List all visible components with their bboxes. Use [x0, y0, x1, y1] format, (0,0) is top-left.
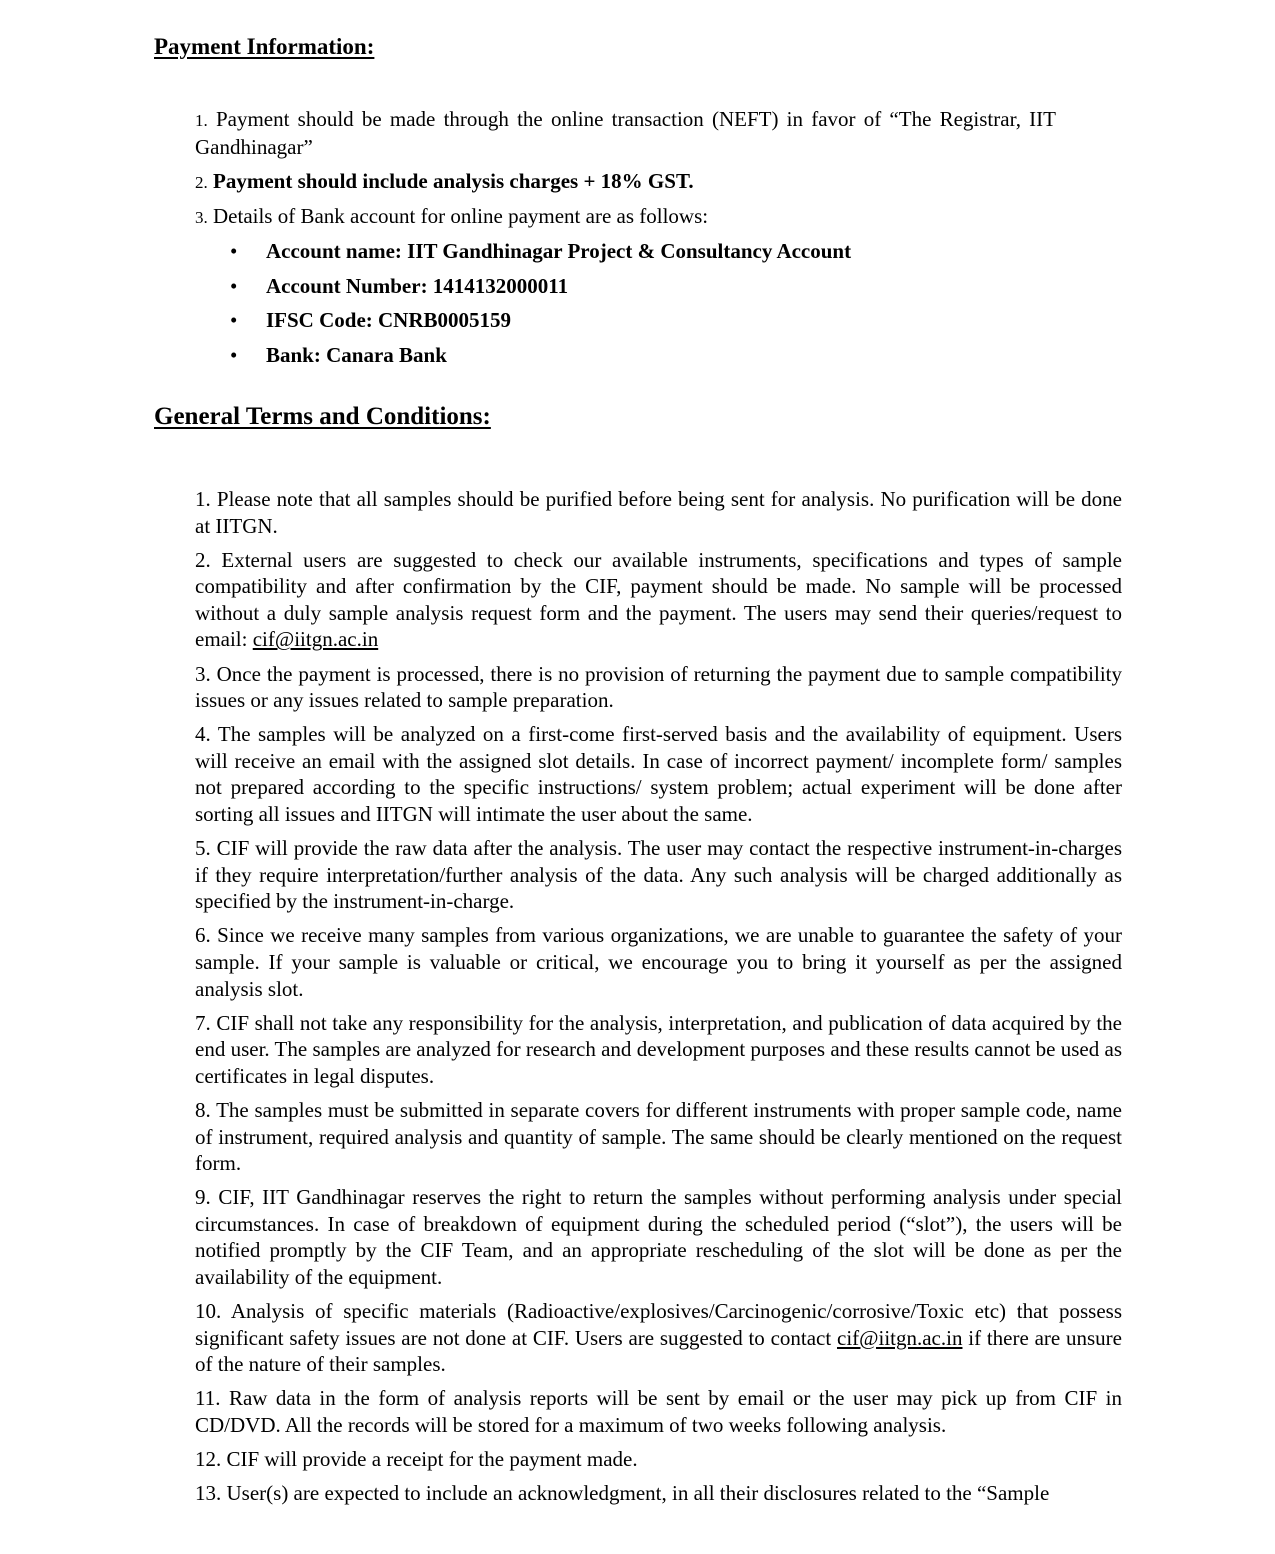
terms-list	[195, 486, 1122, 1514]
term-text: 6. Since we receive many samples from various organizations, we are unable to guarantee the safety of your sample. If your sample is valuable or critical, we encourage you to bring it yourself as per the assigned analysis slot.	[195, 923, 1122, 1001]
email-link[interactable]: cif@iitgn.ac.in	[837, 1325, 963, 1350]
term-text: 3. Once the payment is processed, there is no provision of returning the payment due to sample compatibility issues or any issues related to sample preparation.	[195, 661, 1122, 713]
term-text: 1. Please note that all samples should be purified before being sent for analysis. No purification will be done at IITGN.	[195, 487, 1122, 538]
payment-item-text: Payment should include analysis charges + 18% GST.	[207, 169, 694, 193]
term-item-5	[195, 835, 1122, 915]
bullet-icon: •	[230, 273, 238, 298]
term-text: 13. User(s) are expected to include an acknowledgment, in all their disclosures related to the “Sample	[195, 1481, 1050, 1506]
term-item-7	[195, 1010, 1122, 1090]
term-text-after: if there are unsure of the nature of their samples.	[195, 1325, 1122, 1377]
term-text: 10. Analysis of specific materials (Radioactive/explosives/Carcinogenic/corrosive/Toxic etc) that possess significant safety issues are not done at CIF. Users are suggested to contact	[195, 1299, 1122, 1350]
term-text: 8. The samples must be submitted in separate covers for different instruments with proper sample code, name of instrument, required analysis and quantity of sample. The same should be clearly mentioned on the request form.	[195, 1097, 1122, 1176]
payment-item-text: Details of Bank account for online payment are as follows:	[207, 204, 709, 228]
term-item-2	[195, 547, 1122, 653]
term-item-9	[195, 1184, 1122, 1290]
bullet-icon: •	[230, 239, 238, 263]
term-text: 4. The samples will be analyzed on a first-come first-served basis and the availability of equipment. Users will receive an email with the assigned slot details. In case of incorrect payment/ incomplete form/ samples not prepared according to the specific instructions/ system problem; actual experiment will be done after sorting all issues and IITGN will intimate the user about the same.	[195, 722, 1122, 827]
payment-item-text: Payment should be made through the online transaction (NEFT) in favor of “The Registrar, IIT Gandhinagar”	[195, 107, 1056, 159]
bank-detail-account-number	[230, 273, 851, 308]
term-text: 5. CIF will provide the raw data after the analysis. The user may contact the respective instrument-in-charges if they require interpretation/further analysis of the data. Any such analysis will be charged additionally as specified by the instrument-in-charge.	[195, 836, 1122, 914]
bank-detail-text: IFSC Code: CNRB0005159	[266, 308, 512, 332]
term-item-6	[195, 922, 1122, 1002]
bank-detail-text: Account name: IIT Gandhinagar Project & Consultancy Account	[266, 239, 852, 263]
term-item-1	[195, 486, 1122, 539]
payment-item-number: 3.	[195, 208, 208, 227]
bullet-icon: •	[230, 342, 238, 367]
term-item-12	[195, 1446, 1122, 1473]
bullet-icon: •	[230, 308, 238, 332]
term-item-4	[195, 721, 1122, 827]
payment-item-number: 1.	[195, 111, 208, 130]
term-text: 7. CIF shall not take any responsibility for the analysis, interpretation, and publication of data acquired by the end user. The samples are analyzed for research and development purposes and these results cannot be used as certificates in legal disputes.	[195, 1010, 1122, 1088]
bank-details-list	[230, 238, 851, 376]
term-text: 9. CIF, IIT Gandhinagar reserves the right to return the samples without performing analysis under special circumstances. In case of breakdown of equipment during the scheduled period (“slot”), the users will be notified promptly by the CIF Team, and an appropriate rescheduling of the slot will be done as per the availability of the equipment.	[195, 1185, 1122, 1290]
bank-detail-ifsc	[230, 307, 851, 342]
payment-item-number: 2.	[195, 173, 208, 192]
payment-item-2	[195, 168, 1056, 196]
term-item-8	[195, 1097, 1122, 1177]
term-item-10	[195, 1298, 1122, 1378]
bank-detail-text: Bank: Canara Bank	[266, 342, 447, 367]
term-item-11	[195, 1385, 1122, 1438]
bank-detail-text: Account Number: 1414132000011	[266, 273, 569, 298]
term-text: 11. Raw data in the form of analysis reports will be sent by email or the user may pick up from CIF in CD/DVD. All the records will be stored for a maximum of two weeks following analysis.	[195, 1386, 1122, 1437]
email-link[interactable]: cif@iitgn.ac.in	[252, 627, 379, 652]
general-terms-heading: General Terms and Conditions:	[154, 403, 491, 430]
bank-detail-bank	[230, 342, 851, 377]
term-text: 12. CIF will provide a receipt for the payment made.	[195, 1447, 638, 1472]
payment-list	[195, 106, 1056, 238]
payment-item-3	[195, 203, 1056, 231]
bank-detail-account-name	[230, 238, 851, 273]
payment-information-heading: Payment Information:	[154, 34, 375, 59]
payment-item-1	[195, 106, 1056, 161]
term-item-3	[195, 661, 1122, 714]
term-item-13	[195, 1480, 1122, 1507]
term-text: 2. External users are suggested to check our available instruments, specifications and types of sample compatibility and after confirmation by the CIF, payment should be made. No sample will be processed without a duly sample analysis request form and the payment. The users may send their queries/request to email:	[195, 547, 1122, 652]
